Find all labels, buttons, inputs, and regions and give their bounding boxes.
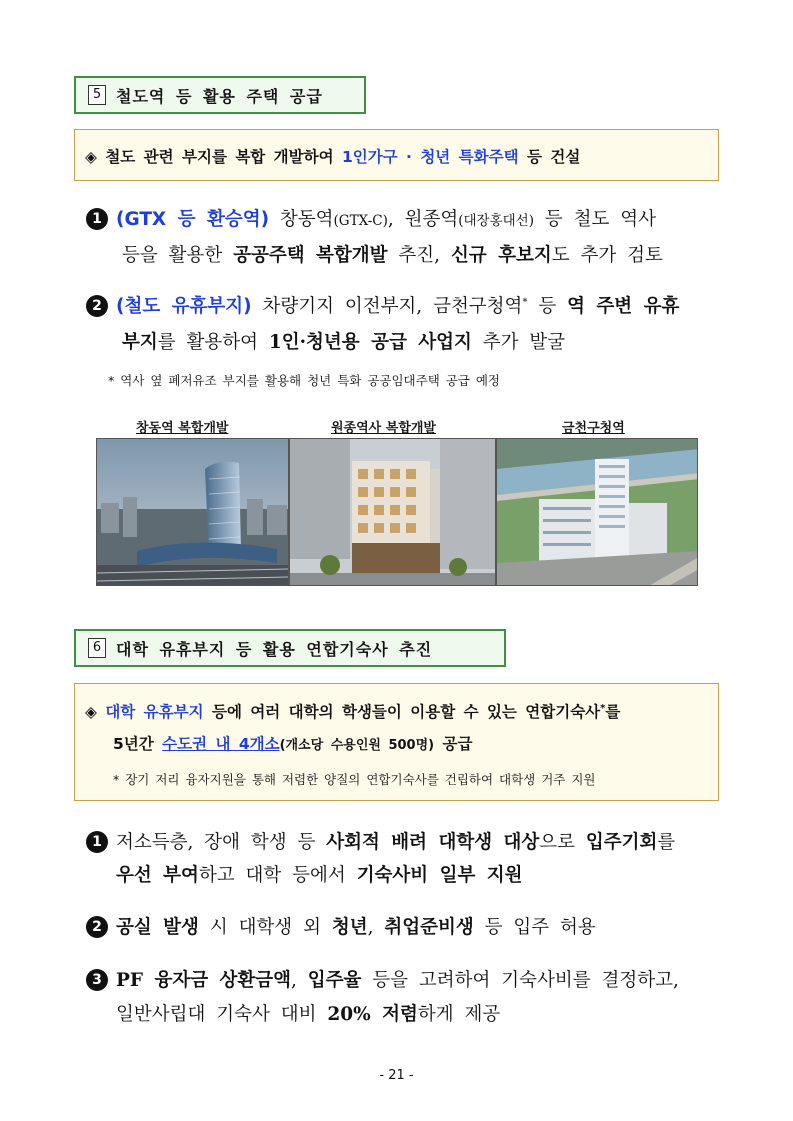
bullet-number: 1 <box>86 208 108 230</box>
s5-item1-bold2: 신규 후보지 <box>450 245 552 266</box>
s5-item2-text3: 를 활용하여 <box>157 332 269 353</box>
diamond-icon: ◈ <box>85 703 97 721</box>
summary-highlight-2: 수도권 내 4개소 <box>162 735 280 753</box>
s6-item3-bold3: 20% 저렴 <box>327 1004 418 1025</box>
page-number: - 21 - <box>379 1068 414 1083</box>
s5-item2-heading: (철도 유휴부지) <box>116 296 252 317</box>
s5-item1-text: 창동역 <box>269 209 334 230</box>
summary-text-end: 등 건설 <box>518 148 581 166</box>
s6-item3-text: , <box>291 970 308 991</box>
s6-item3-bold2: 입주율 <box>307 970 362 991</box>
bullet-number: 1 <box>86 831 108 853</box>
s5-item2-text2: 등 <box>527 296 568 317</box>
summary-highlight-1: 대학 유휴부지 <box>105 703 204 721</box>
s5-item1-line1 <box>86 205 656 231</box>
diamond-icon: ◈ <box>85 148 97 166</box>
s6-item3-line2 <box>116 1000 500 1026</box>
s6-item3-line1 <box>86 966 679 992</box>
s6-item2-line1 <box>86 913 596 939</box>
section-5-title: 철도역 등 활용 주택 공급 <box>116 86 323 106</box>
geumcheon-station-rendering <box>496 438 698 586</box>
section-6-summary <box>74 683 719 801</box>
s5-item2-bold2: 부지 <box>122 332 158 353</box>
s5-item2-line1 <box>86 292 679 318</box>
s5-item2-bold1: 역 주변 유휴 <box>567 296 680 317</box>
s5-item1-bold1: 공공주택 복합개발 <box>233 245 388 266</box>
s6-item3-text3: 일반사립대 기숙사 대비 <box>116 1004 328 1025</box>
s6-item1-bold3: 우선 부여 <box>116 865 199 886</box>
s5-item1-text6: 도 추가 검토 <box>551 245 663 266</box>
section-5-summary <box>74 129 719 181</box>
photo-caption-geumcheon: 금천구청역 <box>562 421 625 436</box>
bullet-number: 2 <box>86 295 108 317</box>
s6-item2-text2: , <box>367 917 385 938</box>
s6-summary-footnote: * 장기 저리 융자지원을 통해 저렴한 양질의 연합기숙사를 건립하여 대학생 거주 지원 <box>113 772 596 787</box>
bullet-number: 3 <box>86 969 108 991</box>
s5-item1-heading: (GTX 등 환승역) <box>116 209 270 230</box>
s6-item1-text: 저소득층, 장애 학생 등 <box>116 832 327 853</box>
s6-item3-text4: 하게 제공 <box>417 1004 501 1025</box>
bullet-number: 2 <box>86 916 108 938</box>
s6-item2-bold1: 공실 발생 <box>116 917 199 938</box>
s6-item1-line2 <box>116 861 523 887</box>
s6-item1-line1 <box>86 828 675 854</box>
s6-item1-text2: 으로 <box>539 832 586 853</box>
s6-item3-bold1: PF 융자금 상환금액 <box>116 970 292 991</box>
summary-line2-text: 5년간 <box>113 735 163 753</box>
s6-item1-bold4: 기숙사비 일부 지원 <box>356 865 523 886</box>
section-5-header <box>74 76 366 114</box>
s5-item1-text4: 등을 활용한 <box>122 245 234 266</box>
s6-item2-text3: 등 입주 허용 <box>473 917 596 938</box>
s6-item1-text3: 를 <box>657 832 676 853</box>
s5-item2-line2 <box>122 328 565 354</box>
s5-item1-text5: 추진, <box>387 245 451 266</box>
s5-item1-line2 <box>122 241 663 267</box>
s5-item2-text: 차량기지 이전부지, 금천구청역 <box>251 296 523 317</box>
s5-item2-bold3: 1인·청년용 공급 사업지 <box>268 332 472 353</box>
s5-footnote: * 역사 옆 폐저유조 부지를 활용해 청년 특화 공공임대주택 공급 예정 <box>108 373 501 388</box>
s6-item2-bold2: 청년 <box>331 917 368 938</box>
section-6-title: 대학 유휴부지 등 활용 연합기숙사 추진 <box>116 639 433 659</box>
summary-text: 철도 관련 부지를 복합 개발하여 <box>96 148 342 166</box>
s5-item1-small: (GTX-C) <box>333 213 388 229</box>
summary-sup: * <box>600 702 606 714</box>
summary-highlight: 1인가구 · 청년 특화주택 <box>341 148 519 166</box>
photo-caption-changdong: 창동역 복합개발 <box>136 421 229 436</box>
s6-item2-bold3: 취업준비생 <box>384 917 474 938</box>
summary-line2-end: 공급 <box>434 735 473 753</box>
photo-caption-wonjong: 원종역사 복합개발 <box>331 421 436 436</box>
s6-item1-bold1: 사회적 배려 대학생 대상 <box>326 832 540 853</box>
changdong-station-rendering <box>96 438 289 586</box>
summary-text-2: 를 <box>605 703 621 721</box>
section-6-number: 6 <box>88 638 106 658</box>
s6-item2-text: 시 대학생 외 <box>198 917 332 938</box>
s5-item2-text4: 추가 발굴 <box>471 332 566 353</box>
s5-item1-text3: 등 철도 역사 <box>534 209 656 230</box>
s5-item2-sup: * <box>522 296 528 308</box>
s5-item1-text2: , 원종역 <box>387 209 459 230</box>
summary-text: 등에 여러 대학의 학생들이 이용할 수 있는 연합기숙사 <box>203 703 601 721</box>
section-5-number: 5 <box>88 85 106 105</box>
wonjong-station-rendering <box>289 438 496 586</box>
s6-item1-bold2: 입주기회 <box>585 832 658 853</box>
s6-item1-text4: 하고 대학 등에서 <box>198 865 357 886</box>
summary-line2-small: (개소당 수용인원 500명) <box>279 738 435 753</box>
s5-item1-small2: (대장홍대선) <box>458 213 534 229</box>
section-6-header <box>74 629 506 667</box>
s6-item3-text2: 등을 고려하여 기숙사비를 결정하고, <box>361 970 679 991</box>
